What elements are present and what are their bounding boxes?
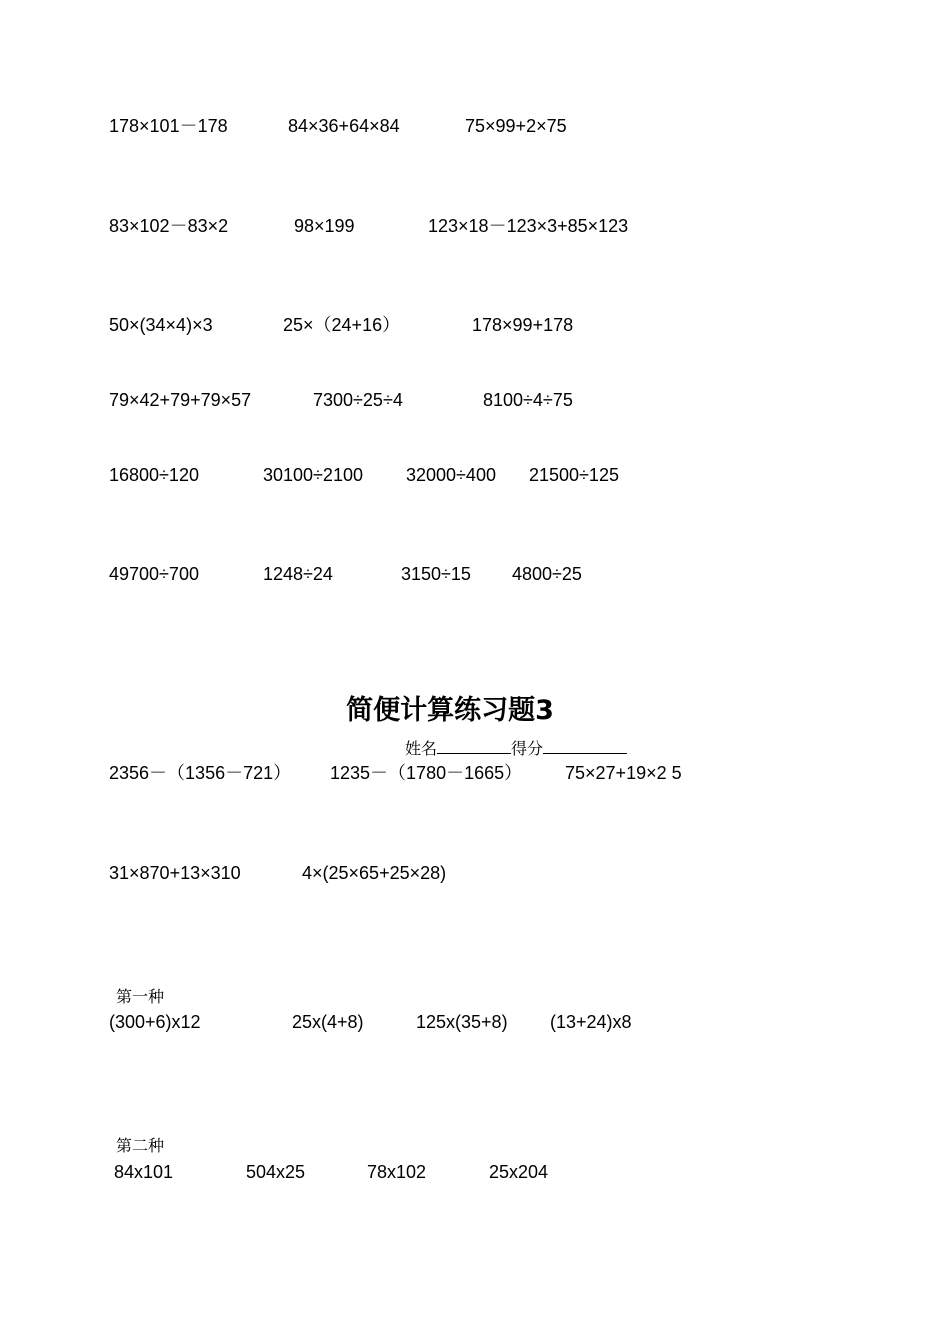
problem: 84×36+64×84 [288,116,400,136]
problem: 31×870+13×310 [109,863,241,883]
problem: 3150÷15 [401,564,471,584]
page-title: 简便计算练习题3 [346,695,554,726]
problem-row-1 [0,116,567,196]
method-1-label: 第一种 [116,987,165,1006]
problem: 1235－（1780－1665） [330,763,523,783]
problem: 4×(25×65+25×28) [302,863,447,883]
problem: 25×（24+16） [283,315,401,335]
method-1-row [0,1012,632,1112]
problem: 8100÷4÷75 [483,390,573,410]
problem: 32000÷400 [406,465,496,485]
problem: 84x101 [114,1162,174,1182]
problem: 2356－（1356－721） [109,763,292,783]
method-2-row [0,1162,549,1262]
problem: 178×101－178 [109,116,228,136]
problem-row-4 [0,390,573,470]
problem: 7300÷25÷4 [313,390,403,410]
problem: 78x102 [367,1162,427,1182]
problem: (300+6)x12 [109,1012,201,1032]
score-label: 得分 [511,739,544,758]
problem: 123×18－123×3+85×123 [428,216,629,236]
problem: 25x(4+8) [292,1012,364,1032]
problem-row-5 [0,465,619,565]
problem-row-8 [0,863,447,923]
problem: 75×99+2×75 [465,116,567,136]
problem: 49700÷700 [109,564,199,584]
problem-row-2 [0,216,629,296]
problem: 50×(34×4)×3 [109,315,213,335]
problem: 79×42+79+79×57 [109,390,252,410]
problem: 1248÷24 [263,564,333,584]
score-blank[interactable] [543,737,627,754]
problem-row-7 [0,763,682,843]
problem: 75×27+19×2 5 [565,763,682,783]
method-2-label: 第二种 [116,1136,165,1155]
problem: 178×99+178 [472,315,574,335]
problem: 16800÷120 [109,465,199,485]
problem: 21500÷125 [529,465,619,485]
problem: 30100÷2100 [263,465,363,485]
problem: (13+24)x8 [550,1012,632,1032]
problem: 83×102－83×2 [109,216,229,236]
problem: 504x25 [246,1162,306,1182]
problem: 4800÷25 [512,564,582,584]
problem: 125x(35+8) [416,1012,508,1032]
problem-row-6 [0,564,582,664]
problem: 98×199 [294,216,355,236]
name-label: 姓名 [405,739,438,758]
name-score-bar [405,737,627,760]
name-blank[interactable] [437,737,511,754]
problem-row-3 [0,315,574,395]
problem: 25x204 [489,1162,549,1182]
